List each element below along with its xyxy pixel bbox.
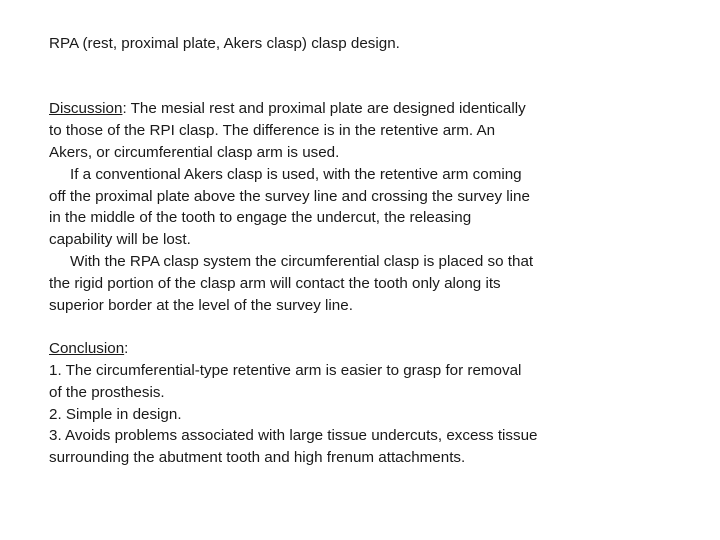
discussion-paragraph-line: capability will be lost. — [49, 231, 191, 249]
conclusion-line: of the prosthesis. — [49, 383, 165, 401]
discussion-paragraph-line: in the middle of the tooth to engage the undercut, the releasing — [49, 209, 472, 227]
conclusion-line: 3. Avoids problems associated with large tissue undercuts, excess tissue — [49, 427, 538, 445]
discussion-heading: Discussion — [49, 100, 123, 118]
discussion-paragraph-line: the rigid portion of the clasp arm will contact the tooth only along its — [49, 274, 501, 292]
discussion-paragraph-line: If a conventional Akers clasp is used, with the retentive arm coming — [70, 165, 522, 183]
spacer — [49, 316, 589, 338]
slide-title: RPA (rest, proximal plate, Akers clasp) clasp design. — [49, 35, 400, 52]
discussion-paragraph-line: With the RPA clasp system the circumferential clasp is placed so that — [70, 252, 534, 270]
conclusion-line: 2. Simple in design. — [49, 405, 182, 423]
conclusion-heading-suffix: : — [124, 340, 129, 358]
slide-text-block — [49, 33, 589, 469]
discussion-line: Akers, or circumferential clasp arm is used. — [49, 143, 340, 161]
discussion-paragraph-line: off the proximal plate above the survey line and crossing the survey line — [49, 187, 530, 205]
conclusion-line: surrounding the abutment tooth and high frenum attachments. — [49, 449, 466, 467]
spacer — [49, 55, 589, 99]
discussion-first-line — [49, 98, 589, 120]
conclusion-first-line — [49, 338, 589, 360]
conclusion-heading: Conclusion — [49, 340, 125, 358]
conclusion-line: 1. The circumferential-type retentive arm is easier to grasp for removal — [49, 361, 522, 379]
discussion-heading-suffix: : The mesial rest and proximal plate are designed identically — [122, 100, 526, 118]
discussion-paragraph-line: superior border at the level of the survey line. — [49, 296, 353, 314]
discussion-line: to those of the RPI clasp. The difference is in the retentive arm. An — [49, 122, 496, 140]
